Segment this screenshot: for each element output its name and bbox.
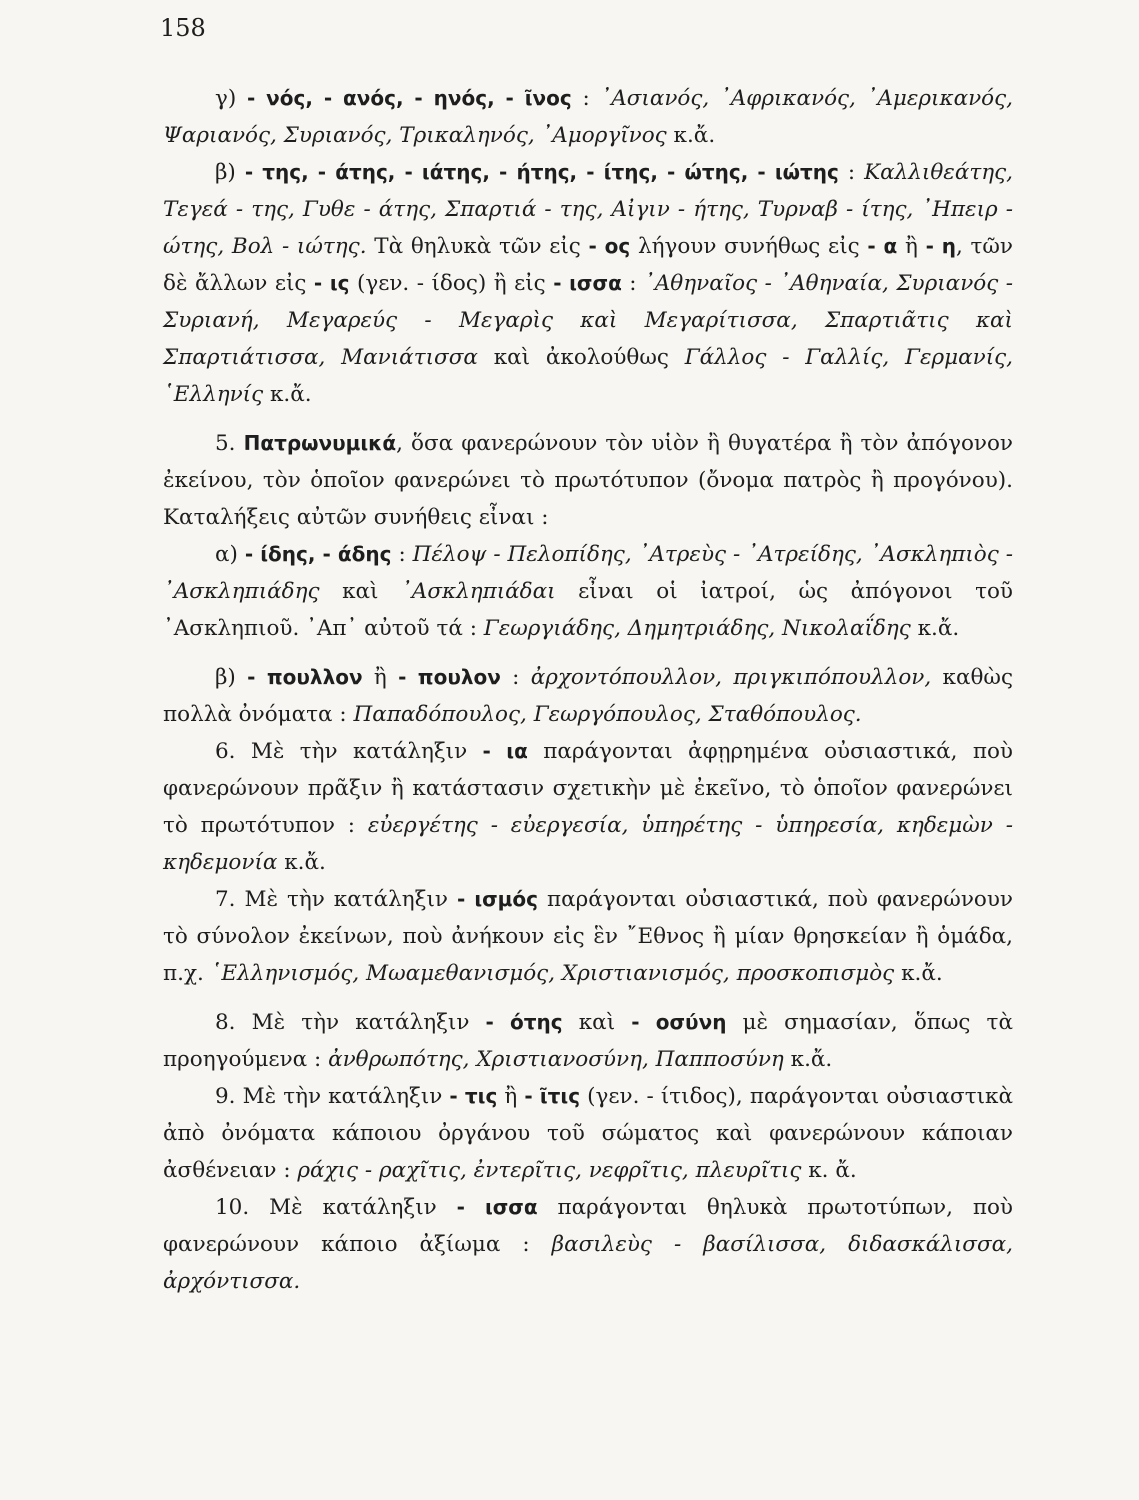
text-run: κ.ἄ. <box>277 850 326 875</box>
text-run: , τῶν δὲ ἄλλων εἰς <box>163 234 1013 296</box>
text-run: 8. Μὲ τὴν κατάληξιν <box>215 1010 486 1035</box>
example-words: Παπαδόπουλος, Γεωργόπουλος, Σταθόπουλος. <box>353 702 862 727</box>
suffix-term: - ια <box>482 739 528 763</box>
text-run: 10. Μὲ κατάληξιν <box>215 1195 457 1220</box>
suffix-term: - ίδης, - άδης <box>244 542 392 566</box>
text-run: 6. Μὲ τὴν κατάληξιν <box>215 739 483 764</box>
suffix-term: - α <box>867 234 898 258</box>
example-words: εὐεργέτης - εὐεργεσία, ὑπηρέτης - ὑπηρεσία, κηδεμὼν - κηδεμονία <box>163 813 1013 875</box>
example-words: βασιλεὺς - βασίλισσα, διδασκάλισσα, ἀρχόντισσα. <box>163 1232 1013 1294</box>
example-words: Πέλοψ - Πελοπίδης, ᾿Ατρεὺς - ᾿Ατρείδης, ᾿Ασκληπιὸς - ᾿Ασκληπιάδης <box>163 542 1013 604</box>
text-run: κ.ἄ. <box>894 961 943 986</box>
text-run: 9. Μὲ τὴν κατάληξιν <box>215 1084 450 1109</box>
page-body <box>163 80 1013 1300</box>
text-run: κ.ἄ. <box>666 123 716 148</box>
paragraph-p9 <box>163 1078 1013 1189</box>
text-run: παράγονται ἀφῃρημένα οὐσιαστικά, ποὺ φανερώνουν πρᾶξιν ἢ κατάστασιν σχετικὴν μὲ ἐκεῖνο, τὸ ὁποῖον φανερώνει τὸ πρωτότυπον : <box>163 739 1014 838</box>
text-run: 7. Μὲ τὴν κατάληξιν <box>215 887 457 912</box>
text-run: β) <box>215 665 248 690</box>
text-run: Τὰ θηλυκὰ τῶν εἰς <box>366 234 589 259</box>
text-run: , ὅσα φανερώνουν τὸν υἱὸν ἢ θυγατέρα ἢ τὸν ἀπόγονον ἐκείνου, τὸν ὁποῖον φανερώνει τὸ πρωτότυπον (ὄνομα πατρὸς ἢ προγόνου). Καταλήξεις αὐτῶν συνήθεις εἶναι : <box>163 431 1013 530</box>
text-run: ἢ <box>497 1084 525 1109</box>
example-words: Γεωργιάδης, Δημητριάδης, Νικολαΐδης <box>483 616 911 641</box>
text-run: καὶ ἀκολούθως <box>477 345 685 370</box>
suffix-term: - της, - άτης, - ιάτης, - ήτης, - ίτης, - ώτης, - ιώτης <box>244 160 839 184</box>
example-words: ᾿Ασκληπιάδαι <box>401 579 556 604</box>
suffix-term: - ις <box>313 271 350 295</box>
text-run: β) <box>215 160 245 185</box>
text-run: λήγουν συνήθως εἰς <box>630 234 868 259</box>
suffix-term: - η <box>925 234 956 258</box>
example-words: Καλλιθεάτης, Τεγεά - της, Γυθε - άτης, Σπαρτιά - της, Αἰγιν - ήτης, Τυρναβ - ίτης, ᾿Ηπειρ - ώτης, Βολ - ιώτης. <box>163 160 1013 259</box>
text-run: καὶ <box>562 1010 632 1035</box>
text-run: γ) <box>215 86 247 111</box>
suffix-term: - πουλλον <box>247 665 363 689</box>
page-number: 158 <box>160 14 206 42</box>
suffix-term: - ισμός <box>456 887 538 911</box>
text-run: καὶ <box>319 579 402 604</box>
suffix-term: - ος <box>588 234 631 258</box>
suffix-term: - ῖτις <box>524 1084 581 1108</box>
example-words: ἀνθρωπότης, Χριστιανοσύνη, Παπποσύνη <box>328 1047 784 1072</box>
text-run: παράγονται θηλυκὰ πρωτοτύπων, ποὺ φανερώνουν κάποιο ἀξίωμα : <box>163 1195 1013 1257</box>
paragraph-p5 <box>163 425 1013 536</box>
example-words: ᾿Ασιανός, ᾿Αφρικανός, ᾿Αμερικανός, Ψαριανός, Συριανός, Τρικαληνός, ᾿Αμοργῖνος <box>163 86 1013 148</box>
suffix-term: - ισσα <box>456 1195 538 1219</box>
example-words: ῾Ελληνισμός, Μωαμεθανισμός, Χριστιανισμός, προσκοπισμὸς <box>210 961 895 986</box>
text-run: κ. ἄ. <box>801 1158 857 1183</box>
paragraph-p6 <box>163 733 1013 881</box>
paragraph-p10 <box>163 1189 1013 1300</box>
text-run: : <box>391 542 413 567</box>
text-run: μὲ σημασίαν, ὅπως τὰ προηγούμενα : <box>163 1010 1013 1072</box>
paragraph-alpha-idis <box>163 536 1013 647</box>
text-run: : <box>838 160 865 185</box>
paragraph-p7 <box>163 881 1013 992</box>
paragraph-beta-tis <box>163 154 1013 413</box>
paragraph-gamma <box>163 80 1013 154</box>
text-run: (γεν. - ίτιδος), παράγονται οὐσιαστικὰ ἀπὸ ὀνόματα κάποιου ὀργάνου τοῦ σώματος καὶ φανερώνουν κάποιαν ἀσθένειαν : <box>163 1084 1014 1183</box>
text-run: κ.ἄ. <box>910 616 960 641</box>
suffix-term: - νός, - ανός, - ηνός, - ῖνος <box>246 86 572 110</box>
paragraph-beta-poullon <box>163 659 1013 733</box>
text-run: κ.ἄ. <box>783 1047 833 1072</box>
text-run: εἶναι οἱ ἰατροί, ὡς ἀπόγονοι τοῦ ᾿Ασκληπιοῦ. ᾿Απ᾿ αὐτοῦ τά : <box>163 579 1013 641</box>
text-run: (γεν. - ίδος) ἢ εἰς <box>349 271 554 296</box>
text-run: 5. <box>215 431 244 456</box>
text-run: ἢ <box>897 234 926 259</box>
example-words: Γάλλος - Γαλλίς, Γερμανίς, ῾Ελληνίς <box>163 345 1013 407</box>
text-run: : <box>500 665 531 690</box>
suffix-term: - ισσα <box>553 271 622 295</box>
suffix-term: - ότης <box>485 1010 563 1034</box>
text-run: ἢ <box>362 665 399 690</box>
suffix-term: - τις <box>449 1084 498 1108</box>
suffix-term: - οσύνη <box>631 1010 727 1034</box>
text-run: α) <box>215 542 245 567</box>
suffix-term: - πουλον <box>398 665 501 689</box>
text-run: : <box>621 271 645 296</box>
example-words: ράχις - ραχῖτις, ἐντερῖτις, νεφρῖτις, πλευρῖτις <box>297 1158 802 1183</box>
example-words: ἀρχοντόπουλλον, πριγκιπόπουλλον, <box>530 665 932 690</box>
text-run: : <box>571 86 601 111</box>
paragraph-p8 <box>163 1004 1013 1078</box>
text-run: παράγονται οὐσιαστικά, ποὺ φανερώνουν τὸ σύνολον ἐκείνων, ποὺ ἀνήκουν εἰς ἓν ῎Εθνος ἢ μίαν θρησκείαν ἢ ὁμάδα, π.χ. <box>163 887 1013 986</box>
example-words: ᾿Αθηναῖος - ᾿Αθηναία, Συριανός - Συριανή, Μεγαρεύς - Μεγαρὶς καὶ Μεγαρίτισσα, Σπαρτιᾶτις καὶ Σπαρτιάτισσα, Μανιάτισσα <box>163 271 1013 370</box>
text-run: καθὼς πολλὰ ὀνόματα : <box>163 665 1013 727</box>
text-run: κ.ἄ. <box>263 382 312 407</box>
suffix-term: Πατρωνυμικά <box>243 431 397 455</box>
